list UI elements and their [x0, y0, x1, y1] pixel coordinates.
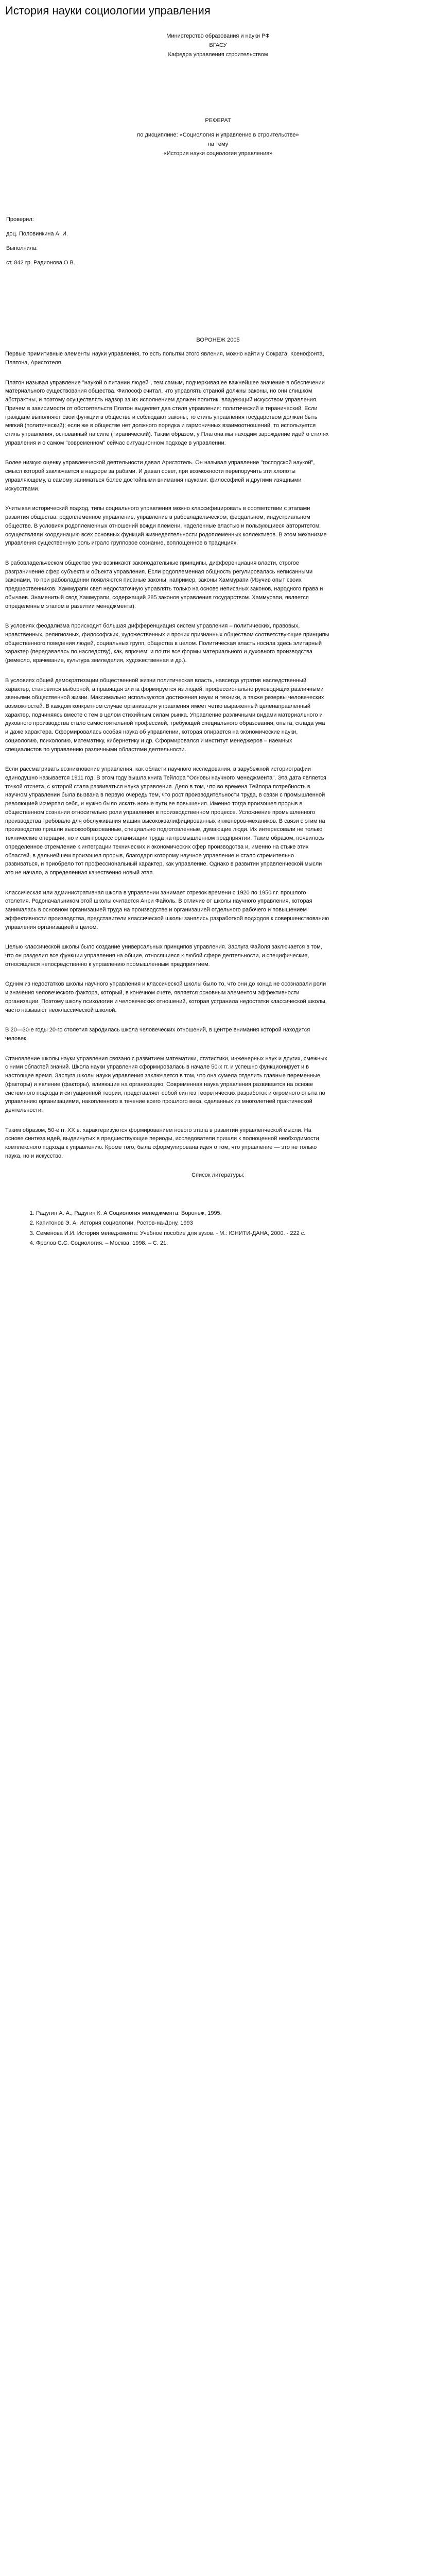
literature-item: 4. Фролов С.С. Социология. – Москва, 1998. – С. 21. — [36, 1239, 324, 1248]
body-text — [5, 350, 431, 1160]
city-year: ВОРОНЕЖ 2005 — [196, 337, 240, 344]
paragraph: В условиях общей демократизации общественной жизни политическая власть, навсегда утратив наследственный характер, становится выборной, а правящая элита формируется из людей, профессионально руководящих различными звеньями общественной жизни. Максимально используются достижения науки и техники, а также резервы человеческих возможностей. В каждом конкретном случае организация управления имеет четко выраженный целенаправленный характер, подчиняясь вместе с тем в целом стихийным силам рынка. Управление различными видами материального и духовного производства стало самостоятельной профессией, требующей специального образования, опыта, склада ума и даже характера. Сформировалась особая наука об управлении, которая опирается на экономические науки, социологию, психологию, математику, кибернетику и др. Сформировался и институт менеджеров – наемных специалистов по управлению различными областями деятельности. — [5, 677, 325, 753]
department-line: Кафедра управления строительством — [168, 52, 268, 58]
report-on-topic: на тему — [207, 141, 229, 148]
literature-item: 3. Семенова И.И. История менеджмента: Учебное пособие для вузов. - М.: ЮНИТИ-ДАНА, 2000. - 222 с. — [36, 1229, 324, 1239]
report-type: РЕФЕРАТ — [205, 117, 231, 124]
paragraph: Одним из недостатков школы научного управления и классической школы было то, что они до конца не осознавали роли и значения человеческого фактора, который, в конечном счете, является основным элементом эффективности организации. Поэтому школу психологии и человеческих отношений, которая устранила недостатки классической школы, часто называют неоклассической школой. — [5, 981, 327, 1013]
report-block — [5, 116, 431, 158]
paragraph: Если рассматривать возникновение управления, как области научного исследования, в зарубежной историографии единодушно называется 1911 год. В этом году вышла книга Тейлора "Основы научного менеджмента". Эта дата является точкой отсчета, с которой стала развиваться наука управления. Дело в том, что во времена Тейлора потребность в научном управлении была вызвана в первую очередь тем, что рост производительности труда, в связи с промышленной революцией исчерпал себя, и нужно было искать новые пути ее повышения. Именно тогда произошел прорыв в общественном сознании относительно роли управления в производственном процессе. Усложнение промышленного производства требовало для обслуживания машин высококвалифицированных инженеров-механиков. В связи с этим на производство пришли высокообразованные, специально подготовленные, думающие люди. Их интересовали не только технические операции, но и сам процесс организации труда на промышленном предприятии. Таким образом, появилось определенное стремление к интеграции технических и экономических сфер производства и, именно на стыке этих областей, в дальнейшем произошел прорыв, благодаря которому научное управление и стало стремительно развиваться, и приобрело тот профессиональный характер, как управление. Однако в развитии управленческой мысли это не начало, а определенная качественно новый этап. — [5, 766, 326, 876]
title-page-header — [5, 31, 431, 59]
paragraph: Классическая или административная школа в управлении занимает отрезок времени с 1920 по 1950 г.г. прошлого столетия. Родоначальником этой школы считается Анри Файоль. В отличие от школы научного управления, которая занималась в основном организацией труда на производстве и организацией отдельного рабочего и повышением эффективности производства, представители классической школы занялись разработкой подходов к совершенствованию управления организацией в целом. — [5, 889, 329, 930]
checked-name: доц. Половинкина А. И. — [6, 231, 68, 238]
paragraph: Первые примитивные элементы науки управления, то есть попытки этого явления, можно найти у Сократа, Ксенофонта, Платона, Аристотеля. — [5, 351, 324, 366]
literature-item: 2. Капитонов Э. А. История социологии. Ростов-на-Дону, 1993 — [36, 1219, 324, 1228]
paragraph: Учитывая исторический подход, типы социального управления можно классифицировать в соответствии с этапами развития общества: родоплеменное управление, управление в рабовладельческом, феодальном, индустриальном обществе. В условиях родоплеменных отношений вожди племени, наделенные властью и пользующиеся авторитетом, осуществляли координацию всех основных функций жизнедеятельности родоплеменных коллективов. В этом механизме управления существенную роль играло групповое сознание, воплощенное в традициях. — [5, 505, 327, 547]
literature-heading: Список литературы: — [191, 1172, 245, 1178]
authors-block — [5, 215, 431, 267]
document-title: История науки социологии управления — [5, 4, 211, 17]
paragraph: Платон называл управление "наукой о питании людей", тем самым, подчеркивая ее важнейшее значение в обеспечении материального существования общества. Философ считал, что управлять страной должны законы, но они слишком абстрактны, и поэтому осуществлять надзор за их исполнением должен политик, владеющий искусством управления. Причем в зависимости от обстоятельств Платон выделяет два стиля управления: политический и тиранический. Если граждане выполняют свои функции в обществе и соблюдают законы, то стиль управления государством должен быть мягкий (политический); если же в обществе нет должного порядка и гармоничных взаимоотношений, то используется стиль управления, основанный на силе (тиранический). Таким образом, у Платона мы находим зарождение идей о стилях управления и о самом "современном" сейчас ситуационном подходе в управлении. — [5, 379, 329, 446]
paragraph: В условиях феодализма происходит большая дифференциация систем управления – политических, правовых, нравственных, религиозных, философских, художественных и прочих признанных обществом соответствующие принципы общественного поведения людей, социальных групп, общества в целом. Политическая власть носила здесь элитарный характер (передавалась по наследству), как, впрочем, и почти все формы материального и духовного производства (ремесло, врачевание, культура земледелия, художественная и др.). — [5, 623, 329, 664]
checked-label: Проверил: — [6, 216, 34, 223]
paragraph: В рабовладельческом обществе уже возникают законодательные принципы, дифференциация власти, строгое разграничение сфер субъекта и объекта управления. Если родоплеменная общность регулировалась неписанными законами, то при рабовладении появляются писаные законы, например, законы Хаммурапи (Изучив опыт своих предшественников. Хаммурапи свел недостаточную управлять только на основе неписаных законов, народного права и обычаев. Знаменитый свод Хаммурапи, содержащий 285 законов управления государством. Хаммурапи, является определенным этапом в развитии менеджмента). — [5, 560, 323, 609]
paragraph: Таким образом, 50-е гг. XX в. характеризуются формированием нового этапа в развитии управленческой мысли. На основе синтеза идей, выдвинутых в предшествующие периоды, исследователи пришли к полноценной необходимости комплексного подхода к управлению. Кроме того, была сформулирована идея о том, что управление — это не только наука, но и искусство. — [5, 1127, 319, 1159]
paragraph: Становление школы науки управления связано с развитием математики, статистики, инженерных наук и других, смежных с ними областей знаний. Школа науки управления сформировалась в начале 50-х гг. и успешно функционирует и в настоящее время. Заслуга школы науки управления заключается в том, что она сумела отделить главные переменные (факторы) и явление (факторы), влияющие на организацию. Современная наука управления развивается на основе системного подхода и ситуационной теории, представляет собой синтез теоретических разработок и огромного опыта по управлению организациями, накопленного в течение всего прошлого века, сделанных из многолетней практической деятельности. — [5, 1055, 327, 1114]
done-label: Выполнила: — [6, 245, 38, 252]
literature-list — [5, 1209, 324, 1248]
done-name: ст. 842 гр. Радионова О.В. — [6, 260, 75, 266]
report-topic: «История науки социологии управления» — [163, 150, 273, 157]
literature-item: 1. Радугин А. А., Радугин К. А Социология менеджмента. Воронеж, 1995. — [36, 1209, 324, 1218]
ministry-line: Министерство образования и науки РФ — [166, 33, 270, 40]
paragraph: В 20—30-е годы 20-го столетия зародилась школа человеческих отношений, в центре внимания которой находится человек. — [5, 1027, 310, 1042]
report-discipline: по дисциплине: «Социология и управление в строительстве» — [137, 132, 299, 139]
university-line: ВГАСУ — [209, 42, 227, 49]
paragraph: Более низкую оценку управленческой деятельности давал Аристотель. Он называл управление "господской наукой", смысл которой заключается в надзоре за рабами. И давал совет, при возможности перепоручить эти хлопоты управляющему, а самому заниматься более достойными внимания науками: философией и другими изящными искусствами. — [5, 460, 315, 492]
paragraph: Целью классической школы было создание универсальных принципов управления. Заслуга Файоля заключается в том, что он разделил все функции управления на общие, относящиеся к любой сфере деятельности, и специфические, относящиеся непосредственно к управлению промышленным предприятием. — [5, 944, 322, 968]
